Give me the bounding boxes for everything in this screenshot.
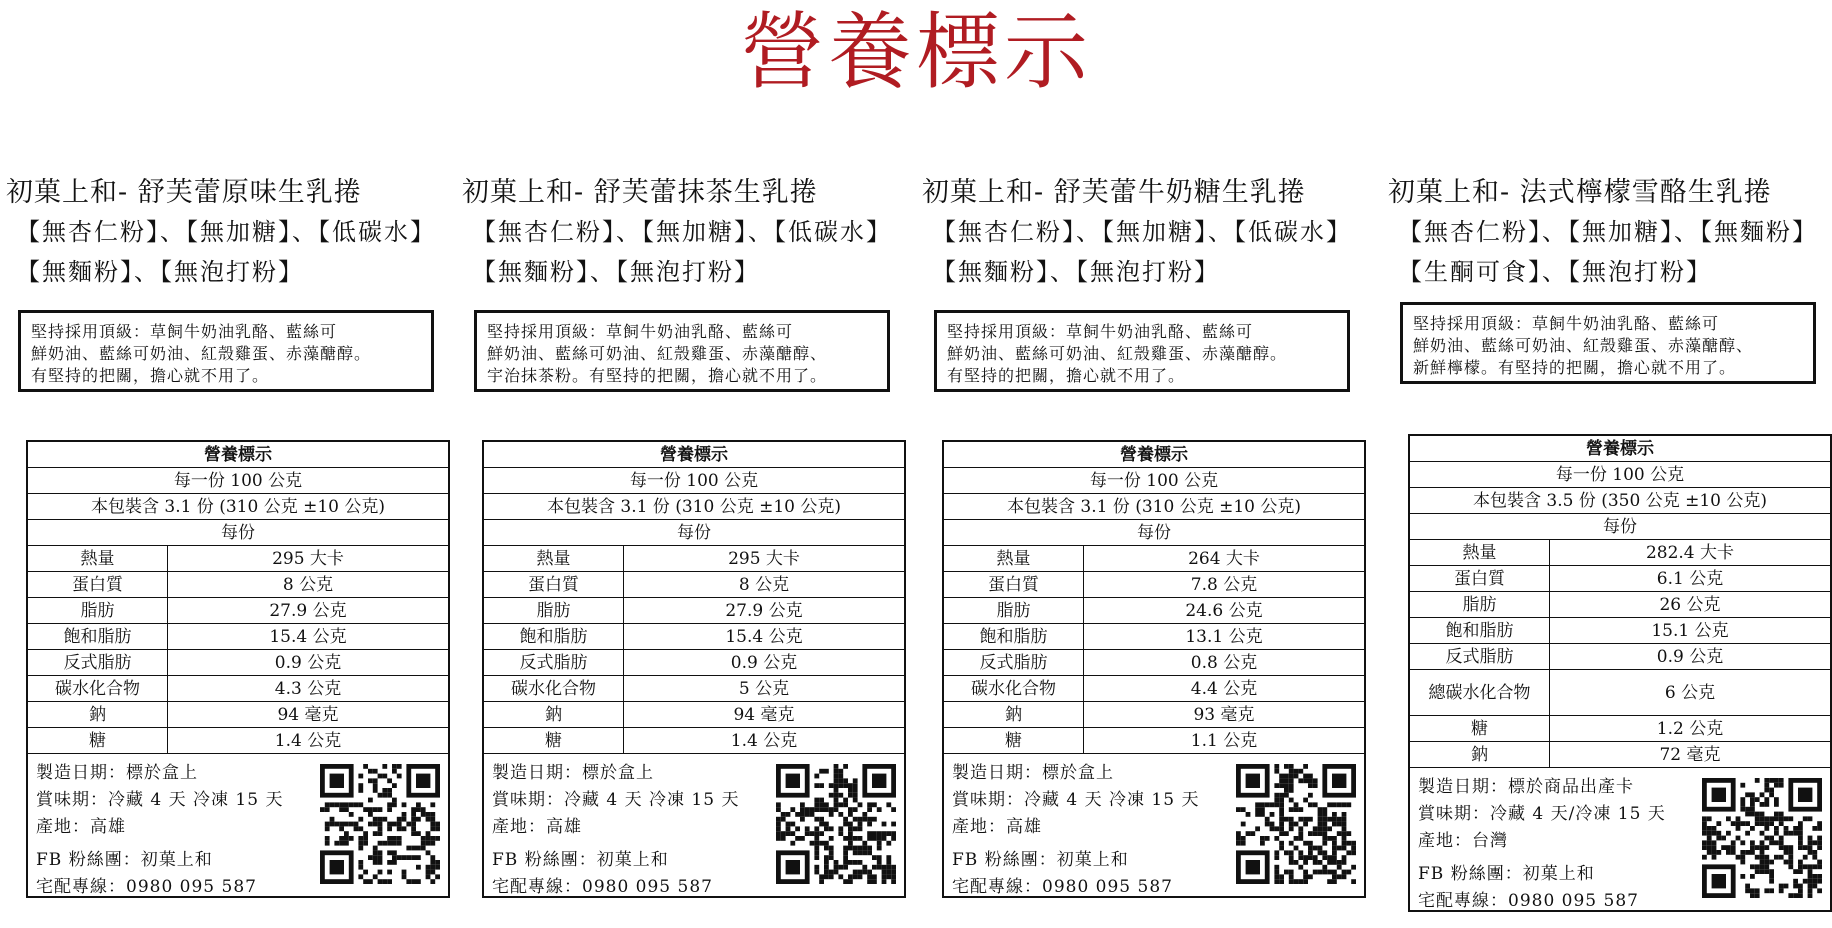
nutrition-row <box>484 650 904 676</box>
servings-per-pack: 本包裝含 3.5 份 (350 公克 ±10 公克) <box>1410 488 1830 514</box>
tag-line: 【無麵粉】、【無泡打粉】 <box>932 258 1220 286</box>
nutrition-title: 營養標示 <box>484 442 904 468</box>
nutrition-row <box>484 546 904 572</box>
per-serving-header: 每份 <box>1410 514 1830 540</box>
nutrient-name: 熱量 <box>484 546 624 571</box>
ingredients-line: 鮮奶油、藍絲可奶油、紅殼雞蛋、赤藻醣醇、 <box>1413 336 1754 355</box>
footer-line: 製造日期：標於盒上 <box>952 763 1114 783</box>
nutrition-row <box>28 728 448 754</box>
tag-line: 【生酮可食】、【無泡打粉】 <box>1398 258 1712 286</box>
product-panel <box>462 170 902 897</box>
nutrition-row <box>484 676 904 702</box>
nutrient-value: 8 公克 <box>282 575 334 595</box>
tag-line: 【無杏仁粉】、【無加糖】、【低碳水】 <box>932 218 1352 246</box>
nutrition-row <box>484 728 904 754</box>
product-panel <box>922 170 1362 897</box>
nutrition-title: 營養標示 <box>28 442 448 468</box>
nutrition-row <box>484 572 904 598</box>
nutrient-value: 1.1 公克 <box>1190 731 1258 751</box>
label-footer <box>28 754 448 896</box>
nutrient-value: 0.9 公克 <box>1656 647 1724 667</box>
product-tags <box>1398 212 1828 292</box>
ingredients-line: 鮮奶油、藍絲可奶油、紅殼雞蛋、赤藻醣醇、 <box>487 344 828 363</box>
nutrient-name: 糖 <box>944 728 1084 753</box>
footer-line: 產地：台灣 <box>1418 831 1508 851</box>
footer-line: 製造日期：標於盒上 <box>492 763 654 783</box>
nutrient-value: 1.4 公克 <box>730 731 798 751</box>
nutrient-name: 糖 <box>1410 716 1550 741</box>
label-footer <box>1410 768 1830 910</box>
nutrition-row <box>28 546 448 572</box>
ingredients-line: 堅持採用頂級：草飼牛奶油乳酪、藍絲可 <box>1413 314 1720 333</box>
nutrient-name: 反式脂肪 <box>944 650 1084 675</box>
product-tags <box>932 212 1362 292</box>
nutrient-name: 蛋白質 <box>484 572 624 597</box>
footer-line: 宅配專線：0980 095 587 <box>492 877 713 897</box>
nutrient-value: 6 公克 <box>1664 682 1716 703</box>
nutrition-row <box>944 624 1364 650</box>
nutrient-name: 脂肪 <box>1410 592 1550 617</box>
tag-line: 【無麵粉】、【無泡打粉】 <box>472 258 760 286</box>
nutrient-value: 5 公克 <box>738 679 790 699</box>
footer-line: 賞味期：冷藏 4 天/冷凍 15 天 <box>1418 804 1666 824</box>
ingredients-line: 新鮮檸檬。有堅持的把關，擔心就不用了。 <box>1413 358 1737 377</box>
nutrient-value: 282.4 大卡 <box>1645 543 1735 563</box>
nutrition-row <box>28 702 448 728</box>
nutrient-name: 總碳水化合物 <box>1410 670 1550 715</box>
footer-line: 製造日期：標於商品出產卡 <box>1418 777 1634 797</box>
nutrient-name: 熱量 <box>1410 540 1550 565</box>
qr-code-icon <box>320 764 440 884</box>
nutrient-value: 295 大卡 <box>728 549 800 569</box>
qr-code-icon <box>1702 778 1822 898</box>
product-panel <box>1388 170 1828 911</box>
nutrient-value: 264 大卡 <box>1188 549 1260 569</box>
nutrient-value: 1.2 公克 <box>1656 719 1724 739</box>
nutrient-value: 26 公克 <box>1659 595 1721 615</box>
nutrient-name: 蛋白質 <box>1410 566 1550 591</box>
qr-code-icon <box>776 764 896 884</box>
nutrition-row <box>944 676 1364 702</box>
nutrient-value: 0.9 公克 <box>274 653 342 673</box>
nutrient-value: 7.8 公克 <box>1190 575 1258 595</box>
footer-line: 產地：高雄 <box>952 817 1042 837</box>
nutrient-value: 295 大卡 <box>272 549 344 569</box>
nutrition-row <box>1410 592 1830 618</box>
footer-line: 賞味期：冷藏 4 天 冷凍 15 天 <box>952 790 1200 810</box>
nutrient-value: 8 公克 <box>738 575 790 595</box>
nutrition-row <box>484 624 904 650</box>
nutrient-name: 鈉 <box>1410 742 1550 767</box>
nutrient-value: 13.1 公克 <box>1185 627 1263 647</box>
product-name: 初菓上和- 舒芙蕾牛奶糖生乳捲 <box>922 177 1306 208</box>
nutrient-name: 熱量 <box>28 546 168 571</box>
nutrition-table <box>1408 434 1832 912</box>
ingredients-line: 有堅持的把關，擔心就不用了。 <box>31 366 270 385</box>
per-serving-header: 每份 <box>28 520 448 546</box>
nutrient-name: 碳水化合物 <box>944 676 1084 701</box>
nutrient-value: 0.9 公克 <box>730 653 798 673</box>
nutrition-table <box>942 440 1366 898</box>
nutrition-row <box>28 572 448 598</box>
nutrition-table <box>26 440 450 898</box>
ingredients-line: 鮮奶油、藍絲可奶油、紅殼雞蛋、赤藻醣醇。 <box>31 344 372 363</box>
ingredients-box <box>18 310 434 392</box>
nutrition-row <box>944 650 1364 676</box>
per-serving-header: 每份 <box>484 520 904 546</box>
label-footer <box>944 754 1364 896</box>
ingredients-line: 堅持採用頂級：草飼牛奶油乳酪、藍絲可 <box>947 322 1254 341</box>
nutrient-name: 飽和脂肪 <box>484 624 624 649</box>
nutrition-row <box>28 598 448 624</box>
nutrition-row <box>484 598 904 624</box>
product-name: 初菓上和- 舒芙蕾原味生乳捲 <box>6 177 362 208</box>
tag-line: 【無杏仁粉】、【無加糖】、【無麵粉】 <box>1398 218 1818 246</box>
nutrient-value: 94 毫克 <box>733 705 795 725</box>
footer-line: 產地：高雄 <box>36 817 126 837</box>
nutrient-name: 蛋白質 <box>944 572 1084 597</box>
product-tags <box>472 212 902 292</box>
nutrient-value: 94 毫克 <box>277 705 339 725</box>
nutrient-name: 脂肪 <box>484 598 624 623</box>
nutrient-value: 0.8 公克 <box>1190 653 1258 673</box>
product-name: 初菓上和- 法式檸檬雪酪生乳捲 <box>1388 177 1772 208</box>
per-serving-header: 每份 <box>944 520 1364 546</box>
nutrient-value: 4.3 公克 <box>274 679 342 699</box>
footer-line: FB 粉絲團：初菓上和 <box>492 850 669 870</box>
footer-line: 宅配專線：0980 095 587 <box>1418 891 1639 911</box>
nutrient-value: 15.1 公克 <box>1651 621 1729 641</box>
nutrient-name: 蛋白質 <box>28 572 168 597</box>
nutrient-name: 鈉 <box>484 702 624 727</box>
ingredients-line: 鮮奶油、藍絲可奶油、紅殼雞蛋、赤藻醣醇。 <box>947 344 1288 363</box>
serving-size: 每一份 100 公克 <box>28 468 448 494</box>
nutrient-name: 碳水化合物 <box>484 676 624 701</box>
nutrient-name: 鈉 <box>28 702 168 727</box>
nutrient-name: 飽和脂肪 <box>944 624 1084 649</box>
serving-size: 每一份 100 公克 <box>944 468 1364 494</box>
nutrition-row <box>1410 644 1830 670</box>
nutrient-name: 糖 <box>28 728 168 753</box>
serving-size: 每一份 100 公克 <box>1410 462 1830 488</box>
ingredients-box <box>474 310 890 392</box>
footer-line: 產地：高雄 <box>492 817 582 837</box>
ingredients-line: 有堅持的把關，擔心就不用了。 <box>947 366 1186 385</box>
footer-line: 賞味期：冷藏 4 天 冷凍 15 天 <box>36 790 284 810</box>
nutrient-value: 72 毫克 <box>1659 745 1721 765</box>
servings-per-pack: 本包裝含 3.1 份 (310 公克 ±10 公克) <box>944 494 1364 520</box>
ingredients-box <box>1400 302 1816 384</box>
nutrition-row <box>1410 742 1830 768</box>
footer-line: FB 粉絲團：初菓上和 <box>36 850 213 870</box>
nutrition-row <box>28 624 448 650</box>
footer-line: 宅配專線：0980 095 587 <box>36 877 257 897</box>
nutrition-row <box>1410 540 1830 566</box>
nutrient-name: 反式脂肪 <box>484 650 624 675</box>
page-title: 營養標示 <box>739 3 1092 101</box>
footer-line: 賞味期：冷藏 4 天 冷凍 15 天 <box>492 790 740 810</box>
nutrition-row <box>944 572 1364 598</box>
footer-line: FB 粉絲團：初菓上和 <box>952 850 1129 870</box>
nutrition-row <box>1410 670 1830 716</box>
nutrition-row <box>1410 716 1830 742</box>
nutrient-value: 93 毫克 <box>1193 705 1255 725</box>
nutrient-name: 飽和脂肪 <box>1410 618 1550 643</box>
nutrient-name: 糖 <box>484 728 624 753</box>
nutrient-name: 反式脂肪 <box>1410 644 1550 669</box>
nutrition-row <box>944 598 1364 624</box>
nutrient-value: 15.4 公克 <box>269 627 347 647</box>
nutrient-value: 15.4 公克 <box>725 627 803 647</box>
nutrient-value: 27.9 公克 <box>725 601 803 621</box>
nutrient-name: 反式脂肪 <box>28 650 168 675</box>
ingredients-line: 堅持採用頂級：草飼牛奶油乳酪、藍絲可 <box>31 322 338 341</box>
nutrition-table <box>482 440 906 898</box>
nutrient-name: 飽和脂肪 <box>28 624 168 649</box>
tag-line: 【無麵粉】、【無泡打粉】 <box>16 258 304 286</box>
nutrient-value: 27.9 公克 <box>269 601 347 621</box>
footer-line: FB 粉絲團：初菓上和 <box>1418 864 1595 884</box>
nutrition-row <box>1410 618 1830 644</box>
serving-size: 每一份 100 公克 <box>484 468 904 494</box>
servings-per-pack: 本包裝含 3.1 份 (310 公克 ±10 公克) <box>28 494 448 520</box>
nutrition-title: 營養標示 <box>944 442 1364 468</box>
nutrient-value: 6.1 公克 <box>1656 569 1724 589</box>
ingredients-box <box>934 310 1350 392</box>
tag-line: 【無杏仁粉】、【無加糖】、【低碳水】 <box>16 218 436 246</box>
nutrient-name: 碳水化合物 <box>28 676 168 701</box>
nutrition-row <box>1410 566 1830 592</box>
nutrition-row <box>944 702 1364 728</box>
product-panel <box>6 170 446 897</box>
nutrient-name: 脂肪 <box>28 598 168 623</box>
nutrition-row <box>944 728 1364 754</box>
footer-line: 製造日期：標於盒上 <box>36 763 198 783</box>
ingredients-line: 宇治抹茶粉。有堅持的把關，擔心就不用了。 <box>487 366 828 385</box>
tag-line: 【無杏仁粉】、【無加糖】、【低碳水】 <box>472 218 892 246</box>
product-tags <box>16 212 446 292</box>
nutrition-title: 營養標示 <box>1410 436 1830 462</box>
nutrition-row <box>28 676 448 702</box>
nutrient-name: 熱量 <box>944 546 1084 571</box>
nutrient-name: 脂肪 <box>944 598 1084 623</box>
product-name: 初菓上和- 舒芙蕾抹茶生乳捲 <box>462 177 818 208</box>
ingredients-line: 堅持採用頂級：草飼牛奶油乳酪、藍絲可 <box>487 322 794 341</box>
nutrient-value: 24.6 公克 <box>1185 601 1263 621</box>
nutrition-row <box>28 650 448 676</box>
nutrient-name: 鈉 <box>944 702 1084 727</box>
qr-code-icon <box>1236 764 1356 884</box>
label-footer <box>484 754 904 896</box>
servings-per-pack: 本包裝含 3.1 份 (310 公克 ±10 公克) <box>484 494 904 520</box>
nutrition-row <box>484 702 904 728</box>
nutrient-value: 4.4 公克 <box>1190 679 1258 699</box>
footer-line: 宅配專線：0980 095 587 <box>952 877 1173 897</box>
nutrient-value: 1.4 公克 <box>274 731 342 751</box>
nutrition-row <box>944 546 1364 572</box>
